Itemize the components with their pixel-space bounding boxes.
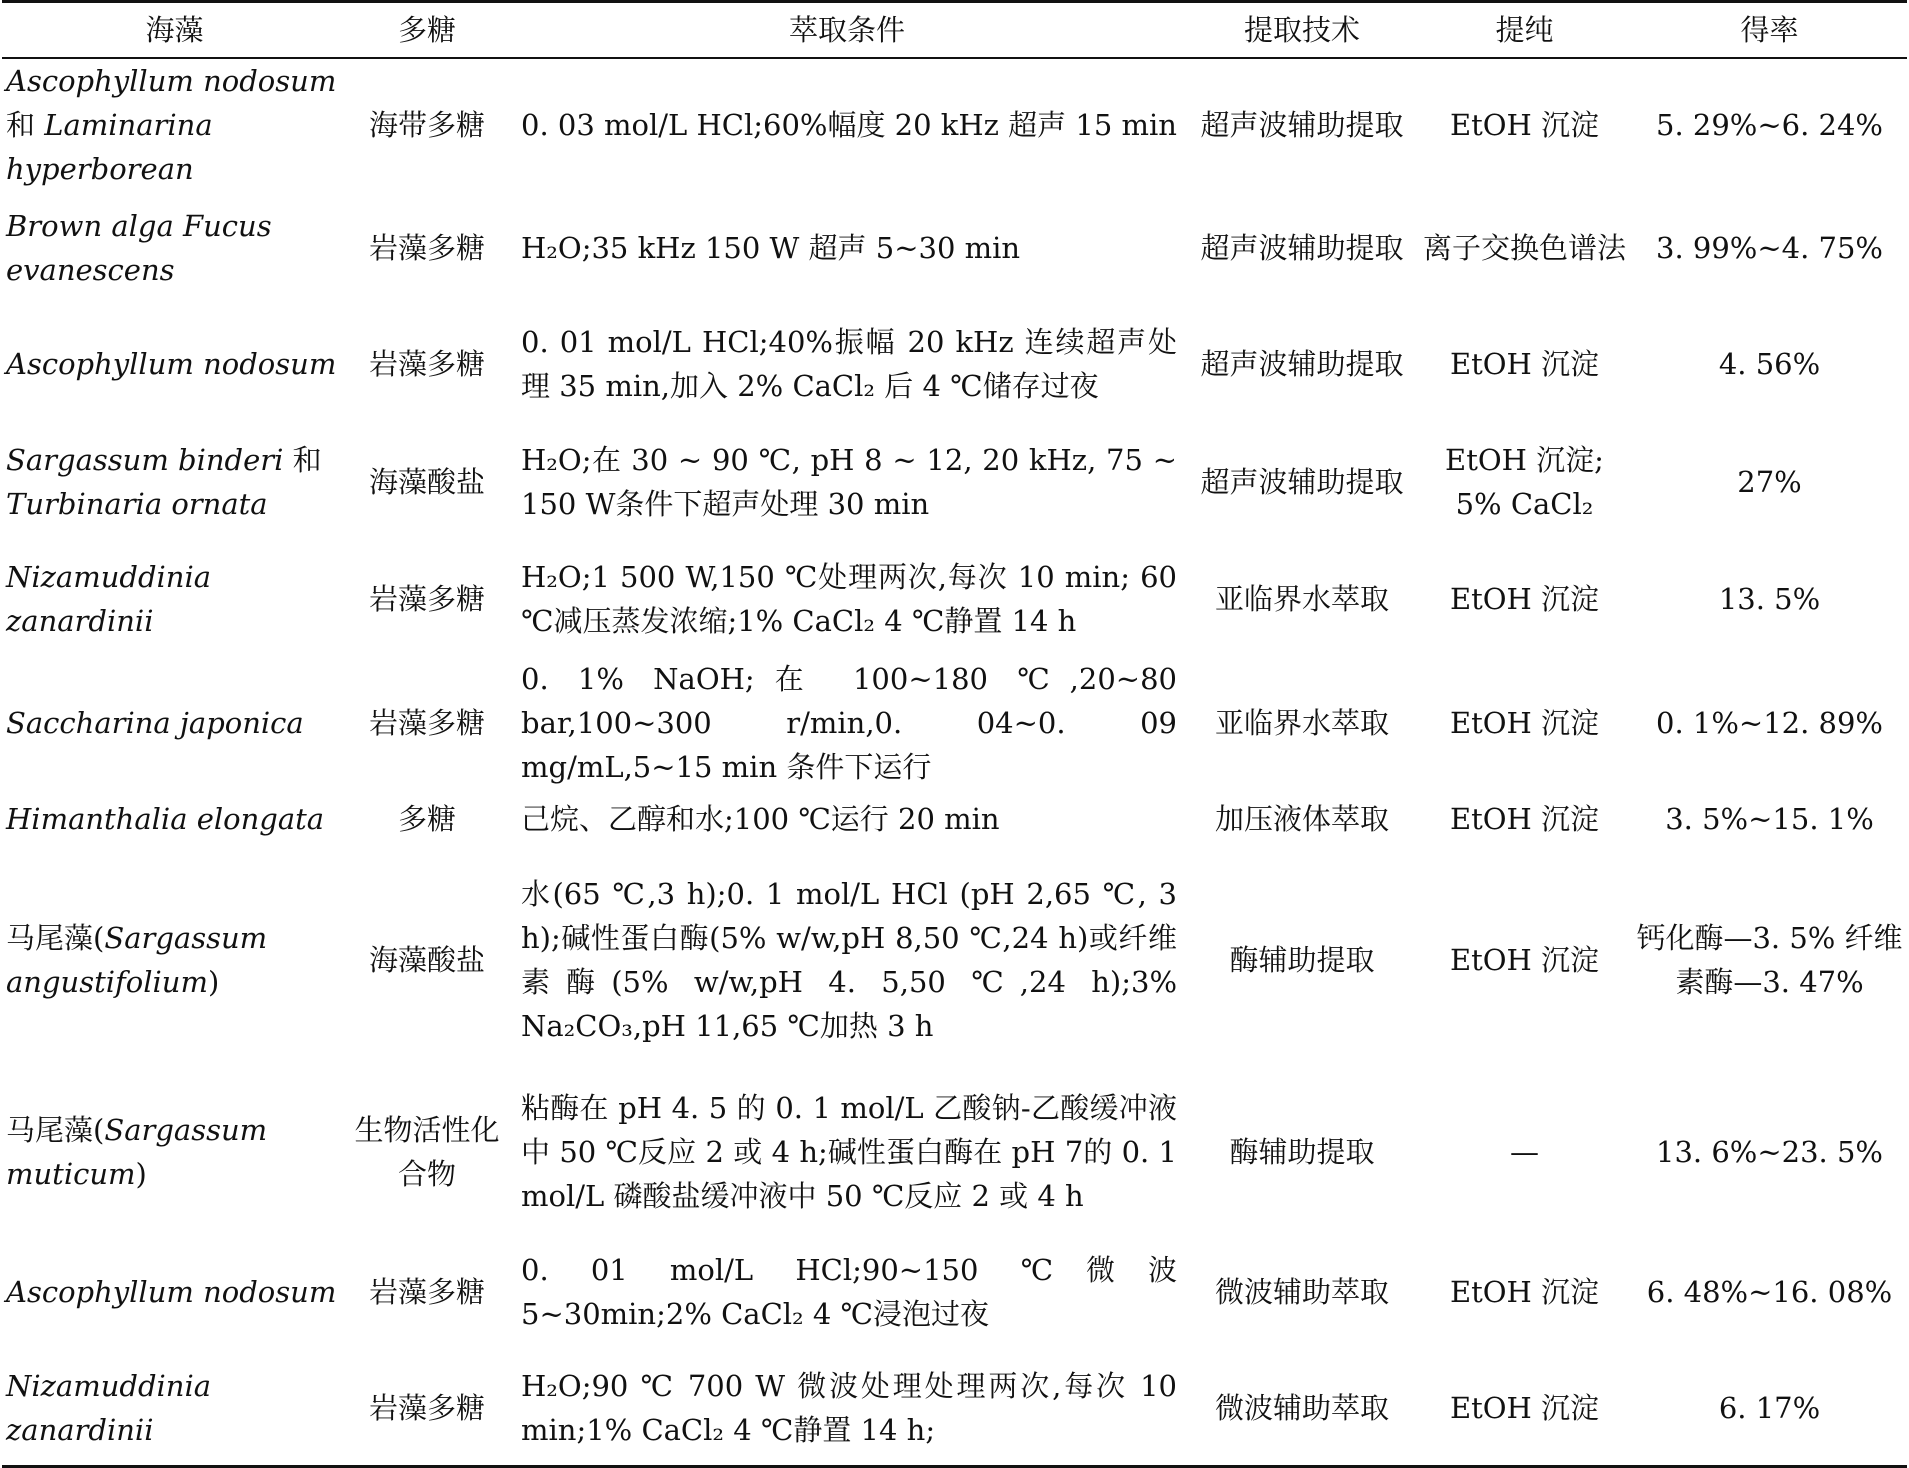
conditions-cell: 粘酶在 pH 4. 5 的 0. 1 mol/L 乙酸钠-乙酸缓冲液中 50 ℃反应 2 或 4 h;碱性蛋白酶在 pH 7的 0. 1 mol/L 磷酸盐缓冲液中 50 ℃反应 2 或 4 h	[521, 1091, 1177, 1213]
table-row	[2, 191, 1907, 305]
yield-cell: 4. 56%	[1718, 347, 1821, 381]
species-name: Nizamuddinia zanardinii	[6, 1369, 212, 1447]
table-row	[2, 58, 1907, 191]
polysaccharide-cell: 岩藻多糖	[368, 1275, 485, 1309]
species-name: Himanthalia elongata	[6, 802, 325, 836]
polysaccharide-cell: 岩藻多糖	[368, 706, 485, 740]
table-row	[2, 789, 1907, 849]
technique-cell: 加压液体萃取	[1214, 802, 1389, 836]
table-body	[2, 58, 1907, 1467]
species-name: Nizamuddinia zanardinii	[6, 560, 212, 638]
technique-cell: 酶辅助提取	[1229, 943, 1375, 977]
technique-cell: 超声波辅助提取	[1200, 465, 1404, 499]
algae-cell	[2, 1071, 347, 1233]
conditions-cell: 0. 01 mol/L HCl;40%振幅 20 kHz 连续超声处理 35 min,加入 2% CaCl₂ 后 4 ℃储存过夜	[521, 325, 1177, 403]
technique-cell: 亚临界水萃取	[1214, 582, 1389, 616]
header-yield: 得率	[1632, 2, 1907, 59]
purification-cell: EtOH 沉淀; 5% CaCl₂	[1445, 443, 1604, 521]
table-row	[2, 1233, 1907, 1351]
algae-cell	[2, 849, 347, 1071]
polysaccharide-cell: 岩藻多糖	[368, 347, 485, 381]
algae-text: 和	[6, 108, 45, 142]
algae-cell	[2, 423, 347, 541]
yield-cell: 13. 5%	[1718, 582, 1821, 616]
yield-cell: 6. 48%~16. 08%	[1646, 1275, 1893, 1309]
polysaccharide-cell: 海藻酸盐	[368, 943, 485, 977]
algae-cell	[2, 1351, 347, 1467]
species-name: Laminarina hyperborean	[6, 108, 213, 186]
purification-cell: EtOH 沉淀	[1449, 582, 1600, 616]
header-technique: 提取技术	[1187, 2, 1417, 59]
purification-cell: EtOH 沉淀	[1449, 347, 1600, 381]
species-name: Saccharina japonica	[6, 706, 304, 740]
purification-cell: —	[1510, 1135, 1539, 1169]
header-row	[2, 2, 1907, 59]
polysaccharide-cell: 生物活性化合物	[354, 1113, 500, 1191]
table-row	[2, 305, 1907, 423]
header-polysaccharide: 多糖	[347, 2, 507, 59]
yield-cell: 3. 99%~4. 75%	[1656, 231, 1883, 265]
purification-cell: 离子交换色谱法	[1422, 231, 1626, 265]
species-name: Turbinaria ornata	[6, 487, 268, 521]
purification-cell: EtOH 沉淀	[1449, 1391, 1600, 1425]
yield-cell: 13. 6%~23. 5%	[1656, 1135, 1883, 1169]
header-conditions: 萃取条件	[507, 2, 1187, 59]
algae-cell	[2, 58, 347, 191]
yield-cell: 3. 5%~15. 1%	[1665, 802, 1874, 836]
table-row	[2, 1351, 1907, 1467]
algae-text: 马尾藻(	[6, 921, 105, 955]
conditions-cell: H₂O;1 500 W,150 ℃处理两次,每次 10 min; 60 ℃减压蒸发浓缩;1% CaCl₂ 4 ℃静置 14 h	[521, 560, 1177, 638]
algae-cell	[2, 789, 347, 849]
table-row	[2, 423, 1907, 541]
conditions-cell: 0. 03 mol/L HCl;60%幅度 20 kHz 超声 15 min	[521, 108, 1177, 142]
algae-cell	[2, 191, 347, 305]
table-row	[2, 1071, 1907, 1233]
conditions-cell: H₂O;90 ℃ 700 W 微波处理处理两次,每次 10 min;1% CaCl₂ 4 ℃静置 14 h;	[521, 1369, 1177, 1447]
conditions-cell: 己烷、乙醇和水;100 ℃运行 20 min	[521, 802, 1000, 836]
technique-cell: 微波辅助萃取	[1214, 1275, 1389, 1309]
species-name: Sargassum binderi	[6, 443, 284, 477]
polysaccharide-cell: 海带多糖	[368, 108, 485, 142]
purification-cell: EtOH 沉淀	[1449, 1275, 1600, 1309]
polysaccharide-cell: 海藻酸盐	[368, 465, 485, 499]
polysaccharide-cell: 岩藻多糖	[368, 1391, 485, 1425]
table-row	[2, 657, 1907, 789]
algae-text: )	[135, 1157, 147, 1191]
yield-cell: 27%	[1737, 465, 1802, 499]
yield-cell: 0. 1%~12. 89%	[1656, 706, 1883, 740]
technique-cell: 微波辅助萃取	[1214, 1391, 1389, 1425]
polysaccharide-cell: 岩藻多糖	[368, 582, 485, 616]
yield-cell: 6. 17%	[1718, 1391, 1821, 1425]
table-row	[2, 849, 1907, 1071]
technique-cell: 亚临界水萃取	[1214, 706, 1389, 740]
species-name: Sargassum muticum	[6, 1113, 268, 1191]
technique-cell: 超声波辅助提取	[1200, 108, 1404, 142]
conditions-cell: 0. 1% NaOH;在 100~180 ℃,20~80 bar,100~300 r/min,0. 04~0. 09 mg/mL,5~15 min 条件下运行	[521, 662, 1177, 784]
table-row	[2, 541, 1907, 657]
yield-cell: 钙化酶—3. 5% 纤维素酶—3. 47%	[1636, 921, 1903, 999]
header-purification: 提纯	[1417, 2, 1632, 59]
header-algae: 海藻	[2, 2, 347, 59]
technique-cell: 超声波辅助提取	[1200, 347, 1404, 381]
species-name: Brown alga Fucus evanescens	[6, 209, 272, 287]
conditions-cell: 水(65 ℃,3 h);0. 1 mol/L HCl (pH 2,65 ℃, 3 h);碱性蛋白酶(5% w/w,pH 8,50 ℃,24 h)或纤维素酶(5% w/w,pH 4. 5,50 ℃,24 h);3% Na₂CO₃,pH 11,65 ℃加热 3 h	[521, 877, 1177, 1043]
species-name: Ascophyllum nodosum	[6, 347, 337, 381]
technique-cell: 超声波辅助提取	[1200, 231, 1404, 265]
extraction-table	[2, 0, 1907, 1468]
purification-cell: EtOH 沉淀	[1449, 943, 1600, 977]
algae-cell	[2, 1233, 347, 1351]
algae-cell	[2, 541, 347, 657]
species-name: Sargassum angustifolium	[6, 921, 268, 999]
algae-text: 马尾藻(	[6, 1113, 105, 1147]
table-header	[2, 2, 1907, 59]
polysaccharide-cell: 岩藻多糖	[368, 231, 485, 265]
species-name: Ascophyllum nodosum	[6, 64, 337, 98]
purification-cell: EtOH 沉淀	[1449, 706, 1600, 740]
algae-cell	[2, 657, 347, 789]
conditions-cell: H₂O;在 30 ~ 90 ℃, pH 8 ~ 12, 20 kHz, 75 ~ 150 W条件下超声处理 30 min	[521, 443, 1177, 521]
conditions-cell: H₂O;35 kHz 150 W 超声 5~30 min	[521, 231, 1021, 265]
algae-cell	[2, 305, 347, 423]
yield-cell: 5. 29%~6. 24%	[1656, 108, 1883, 142]
purification-cell: EtOH 沉淀	[1449, 802, 1600, 836]
purification-cell: EtOH 沉淀	[1449, 108, 1600, 142]
conditions-cell: 0. 01 mol/L HCl;90~150 ℃微波 5~30min;2% CaCl₂ 4 ℃浸泡过夜	[521, 1253, 1177, 1331]
polysaccharide-cell: 多糖	[397, 802, 456, 836]
algae-text: 和	[283, 443, 322, 477]
algae-text: )	[207, 965, 220, 999]
species-name: Ascophyllum nodosum	[6, 1275, 337, 1309]
technique-cell: 酶辅助提取	[1229, 1135, 1375, 1169]
